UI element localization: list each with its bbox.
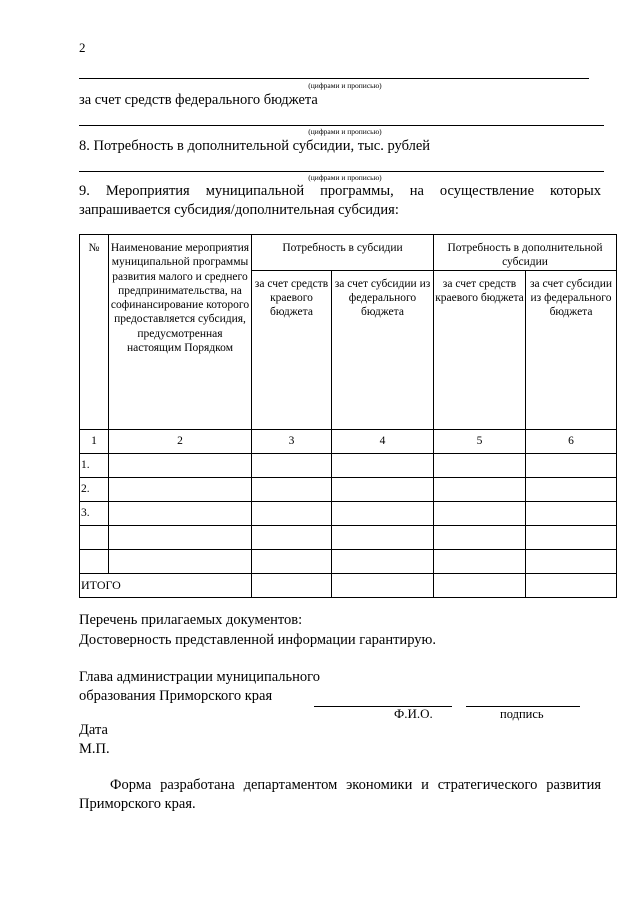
table-cell — [434, 573, 526, 597]
head-title-line-1: Глава администрации муниципального — [79, 669, 320, 685]
column-number: 4 — [332, 429, 434, 453]
footer-note-line-1: Форма разработана департаментом экономики и стратегического развития — [110, 777, 601, 793]
table-cell — [526, 573, 617, 597]
column-number: 5 — [434, 429, 526, 453]
table-cell — [109, 477, 252, 501]
item-8-text: 8. Потребность в дополнительной субсидии, тыс. рублей — [79, 138, 431, 154]
table-cell — [252, 501, 332, 525]
item-9-line-1: 9. Мероприятия муниципальной программы, на осуществление которых — [79, 183, 601, 199]
table-cell — [332, 573, 434, 597]
measures-table — [79, 234, 617, 598]
table-row — [80, 477, 617, 501]
item-9-line-2: запрашивается субсидия/дополнительная субсидия: — [79, 202, 399, 218]
row-number — [80, 549, 109, 573]
amount-blank-line-1 — [79, 78, 589, 79]
table-cell — [252, 549, 332, 573]
table-row — [80, 549, 617, 573]
table-row — [80, 453, 617, 477]
table-cell — [332, 501, 434, 525]
total-label: ИТОГО — [80, 573, 252, 597]
table-cell — [526, 453, 617, 477]
table-cell — [252, 525, 332, 549]
fio-label: Ф.И.О. — [394, 706, 433, 721]
stamp-label: М.П. — [79, 741, 110, 757]
footer-note — [79, 776, 601, 814]
column-number: 6 — [526, 429, 617, 453]
amount-blank-line-3 — [79, 171, 604, 172]
header-col5: за счет средств краевого бюджета — [434, 270, 526, 429]
header-col4: за счет субсидии из федерального бюджета — [332, 270, 434, 429]
total-row — [80, 573, 617, 597]
table-cell — [434, 453, 526, 477]
date-label: Дата — [79, 722, 108, 738]
page-number: 2 — [79, 40, 86, 55]
documents-list-label: Перечень прилагаемых документов: — [79, 612, 303, 628]
table-cell — [526, 549, 617, 573]
footer-note-line-2: Приморского края. — [79, 796, 196, 812]
table-row — [80, 525, 617, 549]
table-cell — [526, 501, 617, 525]
table-cell — [332, 477, 434, 501]
amount-blank-line-2 — [79, 125, 604, 126]
amount-caption-3: (цифрами и прописью) — [308, 173, 382, 182]
table-cell — [526, 525, 617, 549]
table-cell — [252, 573, 332, 597]
signature-label: подпись — [500, 707, 544, 721]
table-cell — [332, 525, 434, 549]
table-cell — [332, 453, 434, 477]
table-cell — [434, 477, 526, 501]
column-number: 1 — [80, 429, 109, 453]
column-number: 2 — [109, 429, 252, 453]
header-measure-name: Наименование мероприятия муниципальной программы развития малого и среднего предпринимательства, на софинансирование которого предоставляется субсидия, предусмотренная настоящим Порядком — [109, 235, 252, 430]
row-number: 1. — [80, 453, 109, 477]
header-need-additional-subsidy: Потребность в дополнительной субсидии — [434, 235, 617, 271]
amount-caption-1: (цифрами и прописью) — [308, 81, 382, 90]
table-cell — [434, 549, 526, 573]
header-col3: за счет средств краевого бюджета — [252, 270, 332, 429]
row-number — [80, 525, 109, 549]
table-cell — [526, 477, 617, 501]
table-cell — [109, 549, 252, 573]
table-row — [80, 501, 617, 525]
row-number: 2. — [80, 477, 109, 501]
column-number: 3 — [252, 429, 332, 453]
table-cell — [252, 477, 332, 501]
table-cell — [332, 549, 434, 573]
head-title-line-2: образования Приморского края — [79, 688, 273, 704]
reliability-statement: Достоверность представленной информации гарантирую. — [79, 632, 436, 648]
header-need-subsidy: Потребность в субсидии — [252, 235, 434, 271]
item-9-paragraph — [79, 182, 601, 220]
table-cell — [109, 501, 252, 525]
table-cell — [434, 525, 526, 549]
amount-caption-2: (цифрами и прописью) — [308, 127, 382, 136]
column-numbers-row — [80, 429, 617, 453]
header-col6: за счет субсидии из федерального бюджета — [526, 270, 617, 429]
table-cell — [109, 453, 252, 477]
table-cell — [434, 501, 526, 525]
table-cell — [109, 525, 252, 549]
federal-budget-line: за счет средств федерального бюджета — [79, 92, 318, 108]
header-num: № — [80, 235, 109, 430]
row-number: 3. — [80, 501, 109, 525]
table-cell — [252, 453, 332, 477]
